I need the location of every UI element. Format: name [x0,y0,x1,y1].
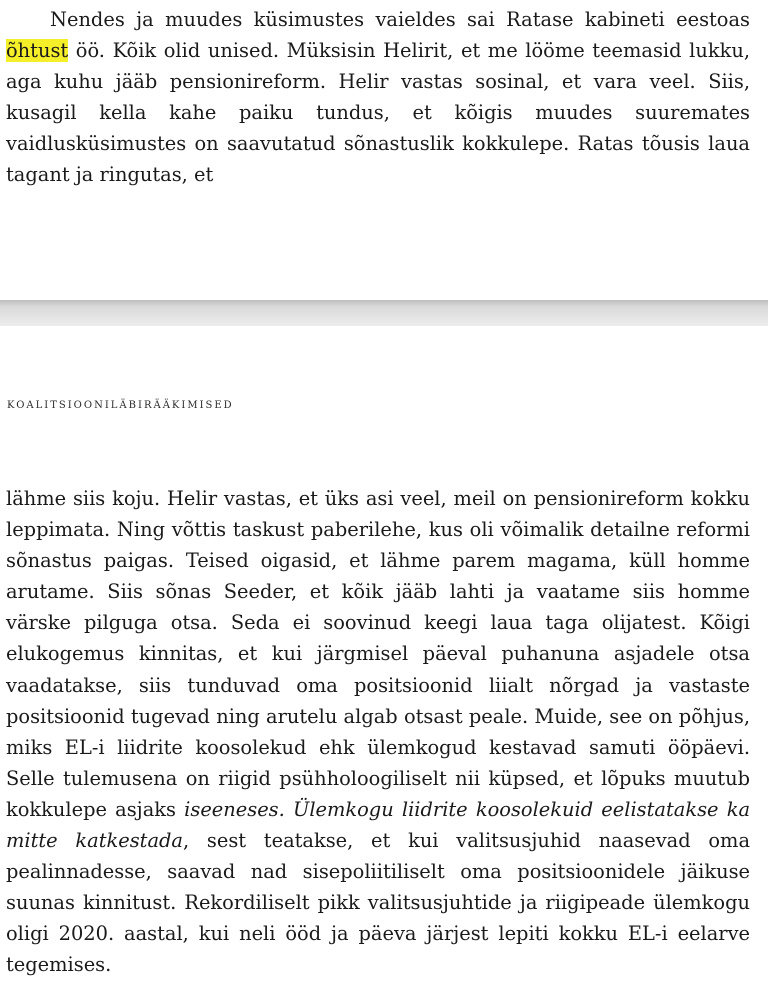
body-text-start: lähme siis koju. Helir vastas, et üks asi veel, meil on pensionireform kokku leppimata. Ning võttis taskust paberilehe, kus oli võimalik detailne reformi sõnastus paigas. Teised oigasid, et lähme parem magama, küll homme arutame. Siis sõnas Seeder, et kõik jääb lahti ja vaatame siis homme värske pilguga otsa. Seda ei soovinud keegi laua taga olijatest. Kõigi elukogemus kinnitas, et kui järgmisel päeval puhanuna asjadele otsa vaadatakse, siis tunduvad oma positsioonid liialt nõrgad ja vastaste positsioonid tugevad ning arutelu algab otsast peale. Muide, see on põhjus, miks EL-i liidrite koosolekud ehk ülemkogud kestavad samuti ööpäevi. Selle tulemusena on riigid psühholoogiliselt nii küpsed, et lõpuks muutub kokkulepe asjaks [6,487,750,821]
running-head: koalitsiooniläbirääkimised [7,396,234,412]
book-page-bottom [0,326,768,979]
paragraph-lead: Nendes ja muudes küsimustes vaieldes sai Ratase kabineti eestoas [50,8,750,31]
paragraph-top [6,4,750,191]
page-top-text [6,4,750,191]
italic-passage: iseeneses. Ülemkogu liidrite koosolekuid eelistatakse ka mitte katkestada [6,797,751,853]
page-bottom-text [6,483,750,981]
page-separator [0,300,768,326]
paragraph-rest: öö. Kõik olid unised. Müksisin Helirit, et me lööme teemasid lukku, aga kuhu jääb pensionireform. Helir vastas sosinal, et vara veel. Siis, kusagil kella kahe paiku tundus, et kõigis muudes suuremates vaidlusküsimustes on saavutatud sõnastuslik kokkulepe. Ratas tõusis laua tagant ja ringutas, et [6,39,750,187]
highlighted-word[interactable]: õhtust [6,39,69,63]
paragraph-bottom [6,483,750,981]
body-text-end: , sest teatakse, et kui valitsusjuhid naasevad oma pealinnadesse, saavad nad sisepoliitiliselt oma positsioonidele jäikuse suunas kinnitust. Rekordiliselt pikk valitsusjuhtide ja riigipeade ülemkogu oligi 2020. aastal, kui neli ööd ja päeva järjest lepiti kokku EL-i eelarve tegemises. [6,829,751,977]
book-page-top [0,0,768,300]
